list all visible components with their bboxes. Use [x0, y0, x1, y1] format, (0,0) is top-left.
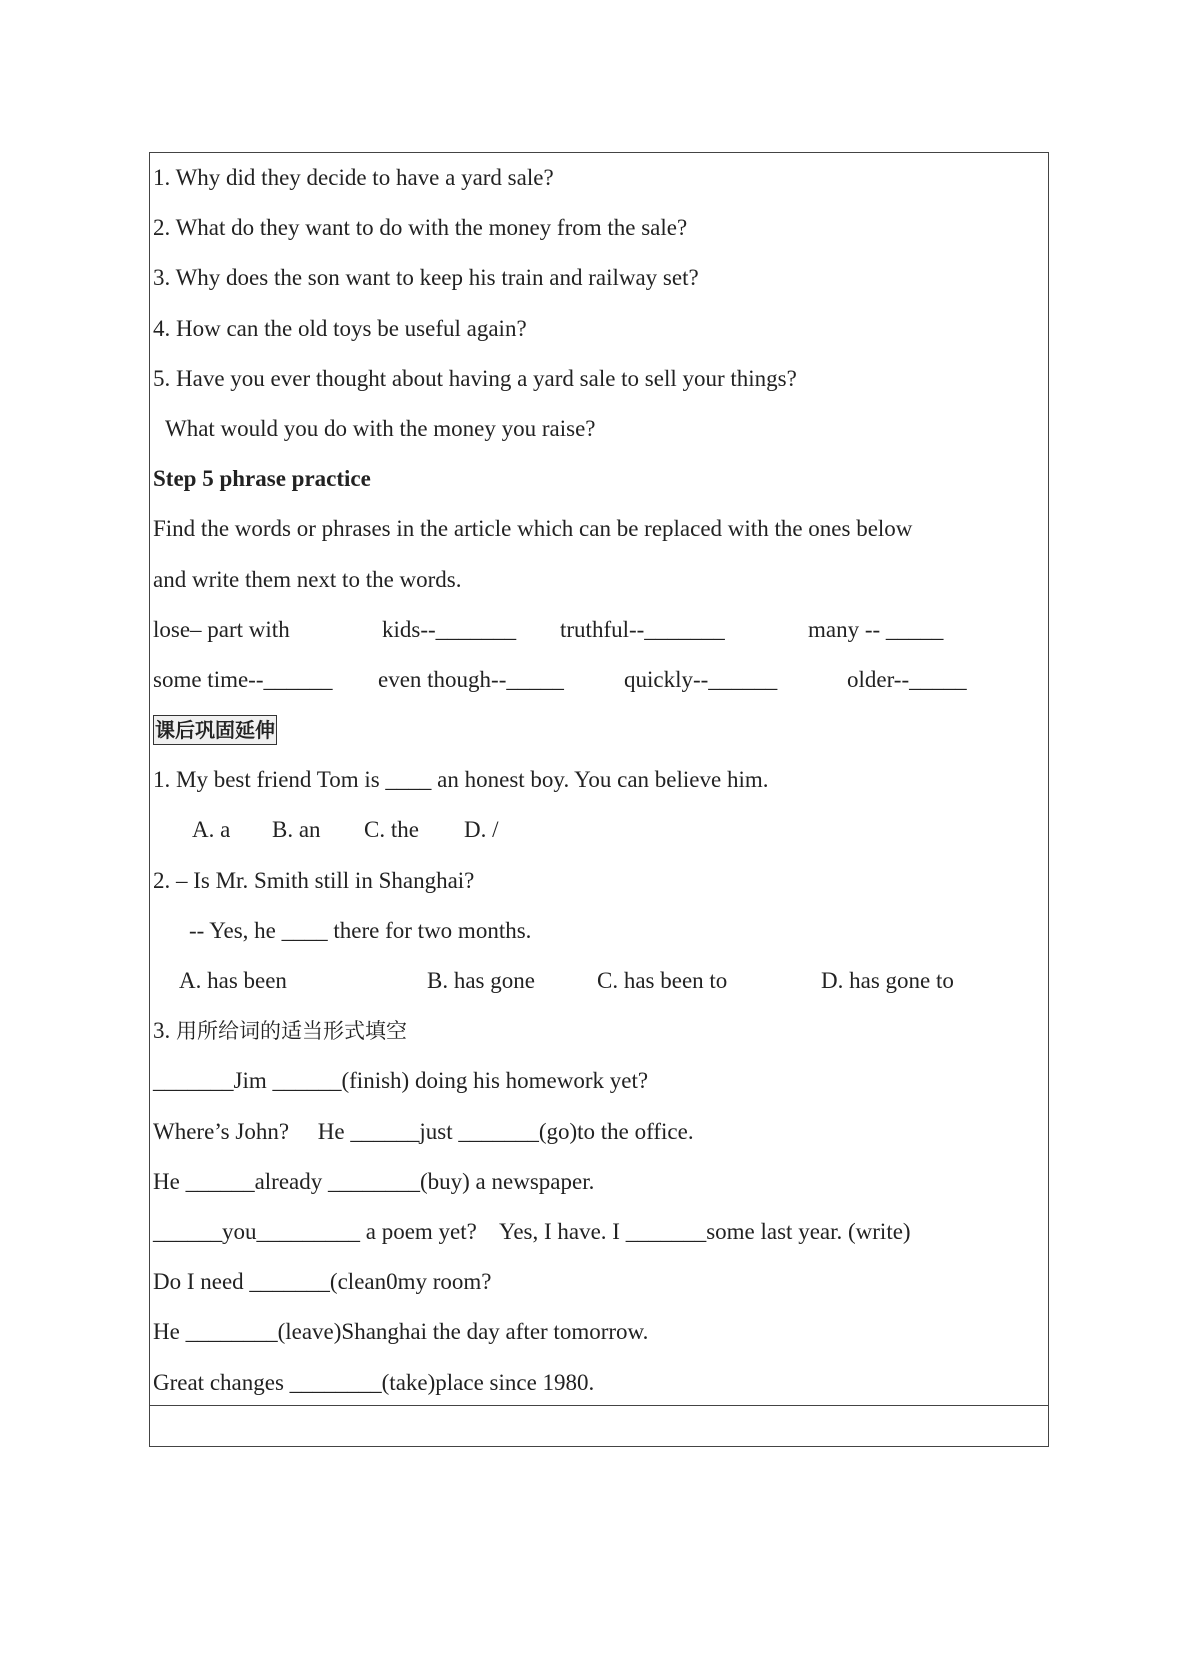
phrase-item: quickly--______ — [624, 666, 778, 692]
option: C. has been to — [597, 968, 728, 993]
step5-instruction-line1: Find the words or phrases in the article which can be replaced with the ones below — [153, 516, 913, 542]
option: A. has been — [179, 968, 287, 993]
fill-item-7: Great changes ________(take)place since 1980. — [153, 1369, 595, 1395]
option: D. has gone to — [821, 968, 954, 993]
exercise-3-number: 3. — [153, 1018, 171, 1044]
exercise-1: 1. My best friend Tom is ____ an honest boy. You can believe him. — [153, 767, 769, 793]
question-5-followup: What would you do with the money you raise? — [165, 415, 596, 441]
fill-item-1: _______Jim ______(finish) doing his homework yet? — [153, 1068, 649, 1094]
step5-instruction-line2: and write them next to the words. — [153, 566, 462, 592]
exercise-3-title-row — [153, 1006, 1043, 1056]
option: C. the — [364, 817, 419, 843]
fill-item-3: He ______already ________(buy) a newspaper. — [153, 1168, 595, 1194]
phrase-row-1 — [153, 605, 1043, 655]
question-4: 4. How can the old toys be useful again? — [153, 315, 527, 341]
step5-heading: Step 5 phrase practice — [153, 466, 371, 492]
phrase-row-2 — [153, 655, 1043, 705]
option: B. has gone — [427, 968, 535, 993]
phrase-item: even though--_____ — [378, 666, 564, 692]
phrase-item: lose– part with — [153, 616, 290, 642]
fill-item-6: He ________(leave)Shanghai the day after tomorrow. — [153, 1319, 649, 1345]
worksheet-content — [153, 153, 1043, 1408]
exercise-2-answer-line: -- Yes, he ____ there for two months. — [189, 917, 532, 943]
option: D. / — [464, 817, 499, 843]
fill-item-5: Do I need _______(clean0my room? — [153, 1269, 492, 1295]
exercise-1-options — [153, 805, 1043, 855]
exercise-2-options — [153, 956, 1043, 1006]
section-label-row — [153, 705, 1043, 755]
question-3: 3. Why does the son want to keep his train and railway set? — [153, 265, 699, 291]
question-1: 1. Why did they decide to have a yard sale? — [153, 165, 554, 190]
option: A. a — [192, 817, 231, 843]
section-label: 课后巩固延伸 — [153, 715, 277, 745]
fill-item-4: ______you_________ a poem yet? Yes, I have. I _______some last year. (write) — [153, 1218, 911, 1244]
fill-item-2: Where’s John? He ______just _______(go)to the office. — [153, 1118, 694, 1144]
phrase-item: truthful--_______ — [560, 616, 725, 642]
phrase-item: some time--______ — [153, 666, 333, 692]
exercise-2: 2. – Is Mr. Smith still in Shanghai? — [153, 867, 475, 893]
phrase-item: kids--_______ — [382, 616, 517, 642]
phrase-item: many -- _____ — [808, 616, 944, 642]
phrase-item: older--_____ — [847, 666, 967, 692]
question-5: 5. Have you ever thought about having a yard sale to sell your things? — [153, 365, 797, 391]
option: B. an — [272, 817, 321, 843]
table-divider — [150, 1405, 1048, 1406]
worksheet-frame — [149, 152, 1049, 1447]
exercise-3-title: 用所给词的适当形式填空 — [176, 1019, 407, 1044]
question-2: 2. What do they want to do with the money from the sale? — [153, 215, 688, 241]
